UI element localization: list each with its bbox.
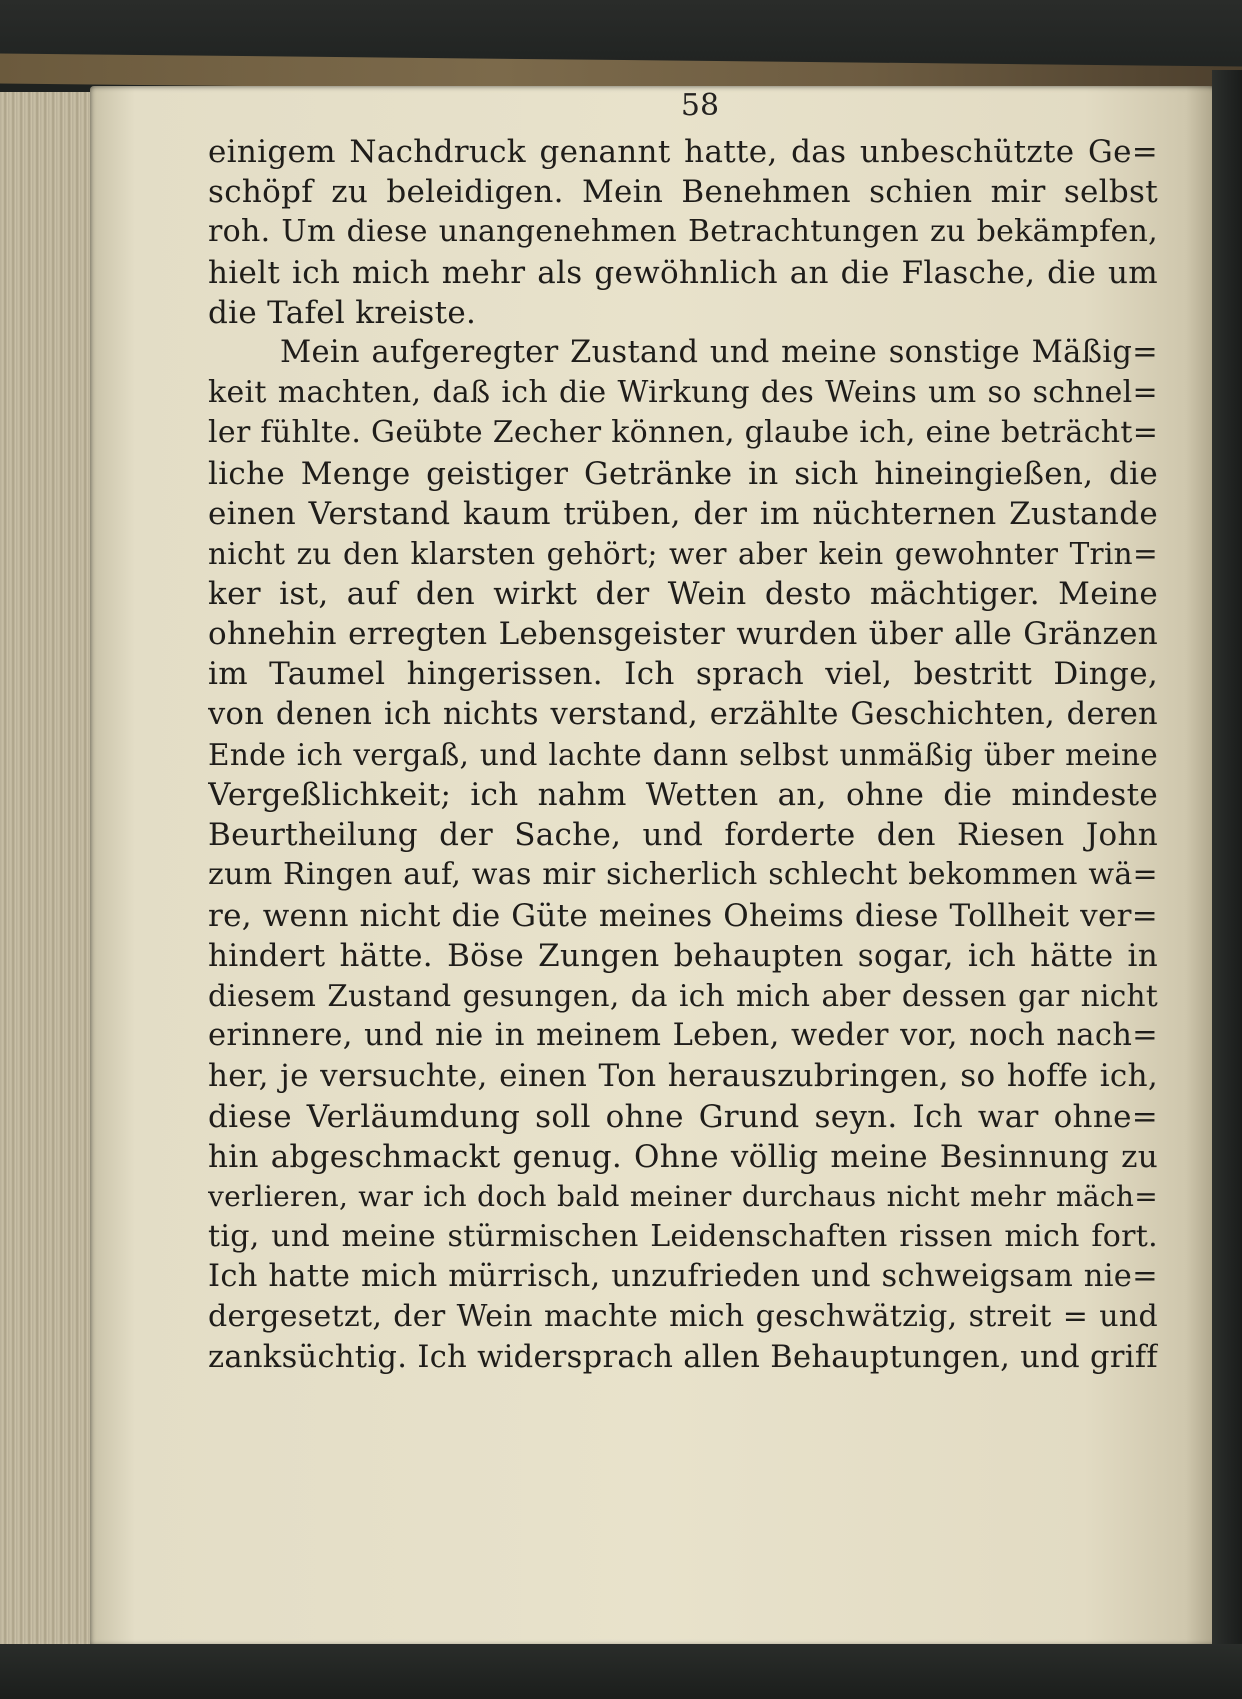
text-line: schöpf zu beleidigen. Mein Benehmen schien mir selbst <box>208 174 1158 211</box>
text-line: Ende ich vergaß, und lachte dann selbst unmäßig über meine <box>208 737 1158 772</box>
text-line: von denen ich nichts verstand, erzählte Geschichten, deren <box>208 696 1158 732</box>
text-line: Beurtheilung der Sache, und forderte den Riesen John <box>208 817 1158 854</box>
text-line: dergesetzt, der Wein machte mich geschwätzig, streit = und <box>208 1299 1158 1335</box>
body-text <box>208 132 1158 1378</box>
text-line: erinnere, und nie in meinem Leben, weder vor, noch nach= <box>208 1018 1158 1054</box>
text-line: einigem Nachdruck genannt hatte, das unbeschützte Ge= <box>208 134 1158 170</box>
text-line: roh. Um diese unangenehmen Betrachtungen zu bekämpfen, <box>208 214 1158 250</box>
text-line: Mein aufgeregter Zustand und meine sonstige Mäßig= <box>280 334 1158 370</box>
text-line: diese Verläumdung soll ohne Grund seyn. Ich war ohne= <box>208 1098 1158 1135</box>
text-line: tig, und meine stürmischen Leidenschaften rissen mich fort. <box>208 1219 1158 1255</box>
page-stack-edge <box>0 92 95 1652</box>
text-line: zum Ringen auf, was mir sicherlich schlecht bekommen wä= <box>208 857 1158 893</box>
text-line: keit machten, daß ich die Wirkung des Weins um so schnel= <box>208 375 1158 411</box>
text-line: verlieren, war ich doch bald meiner durchaus nicht mehr mäch= <box>208 1179 1158 1213</box>
text-line: hin abgeschmackt genug. Ohne völlig meine Besinnung zu <box>208 1138 1158 1175</box>
scan-background-bottom <box>0 1644 1242 1699</box>
text-line: Vergeßlichkeit; ich nahm Wetten an, ohne die mindeste <box>208 777 1158 813</box>
scan-background-right <box>1212 70 1242 1699</box>
text-line: liche Menge geistiger Getränke in sich hineingießen, die <box>208 455 1158 492</box>
text-line: ker ist, auf den wirkt der Wein desto mächtiger. Meine <box>208 576 1158 613</box>
text-line: Ich hatte mich mürrisch, unzufrieden und schweigsam nie= <box>208 1259 1158 1295</box>
text-line: her, je versuchte, einen Ton herauszubringen, so hoffe ich, <box>208 1058 1158 1095</box>
text-line: einen Verstand kaum trüben, der im nüchternen Zustande <box>208 495 1158 532</box>
text-line: re, wenn nicht die Güte meines Oheims diese Tollheit ver= <box>208 897 1158 934</box>
text-line: im Taumel hingerissen. Ich sprach viel, bestritt Dinge, <box>208 656 1158 693</box>
text-line: zanksüchtig. Ich widersprach allen Behauptungen, und griff <box>208 1339 1158 1375</box>
text-line: hielt ich mich mehr als gewöhnlich an die Flasche, die um <box>208 254 1158 291</box>
text-line: ohnehin erregten Lebensgeister wurden über alle Gränzen <box>208 616 1158 653</box>
text-line: ler fühlte. Geübte Zecher können, glaube ich, eine beträcht= <box>208 415 1158 451</box>
text-line: hindert hätte. Böse Zungen behaupten sogar, ich hätte in <box>208 937 1158 974</box>
text-line: nicht zu den klarsten gehört; wer aber kein gewohnter Trin= <box>208 536 1158 571</box>
page-number: 58 <box>680 88 720 123</box>
text-line: die Tafel kreiste. <box>208 294 477 331</box>
text-line: diesem Zustand gesungen, da ich mich aber dessen gar nicht <box>208 978 1158 1013</box>
